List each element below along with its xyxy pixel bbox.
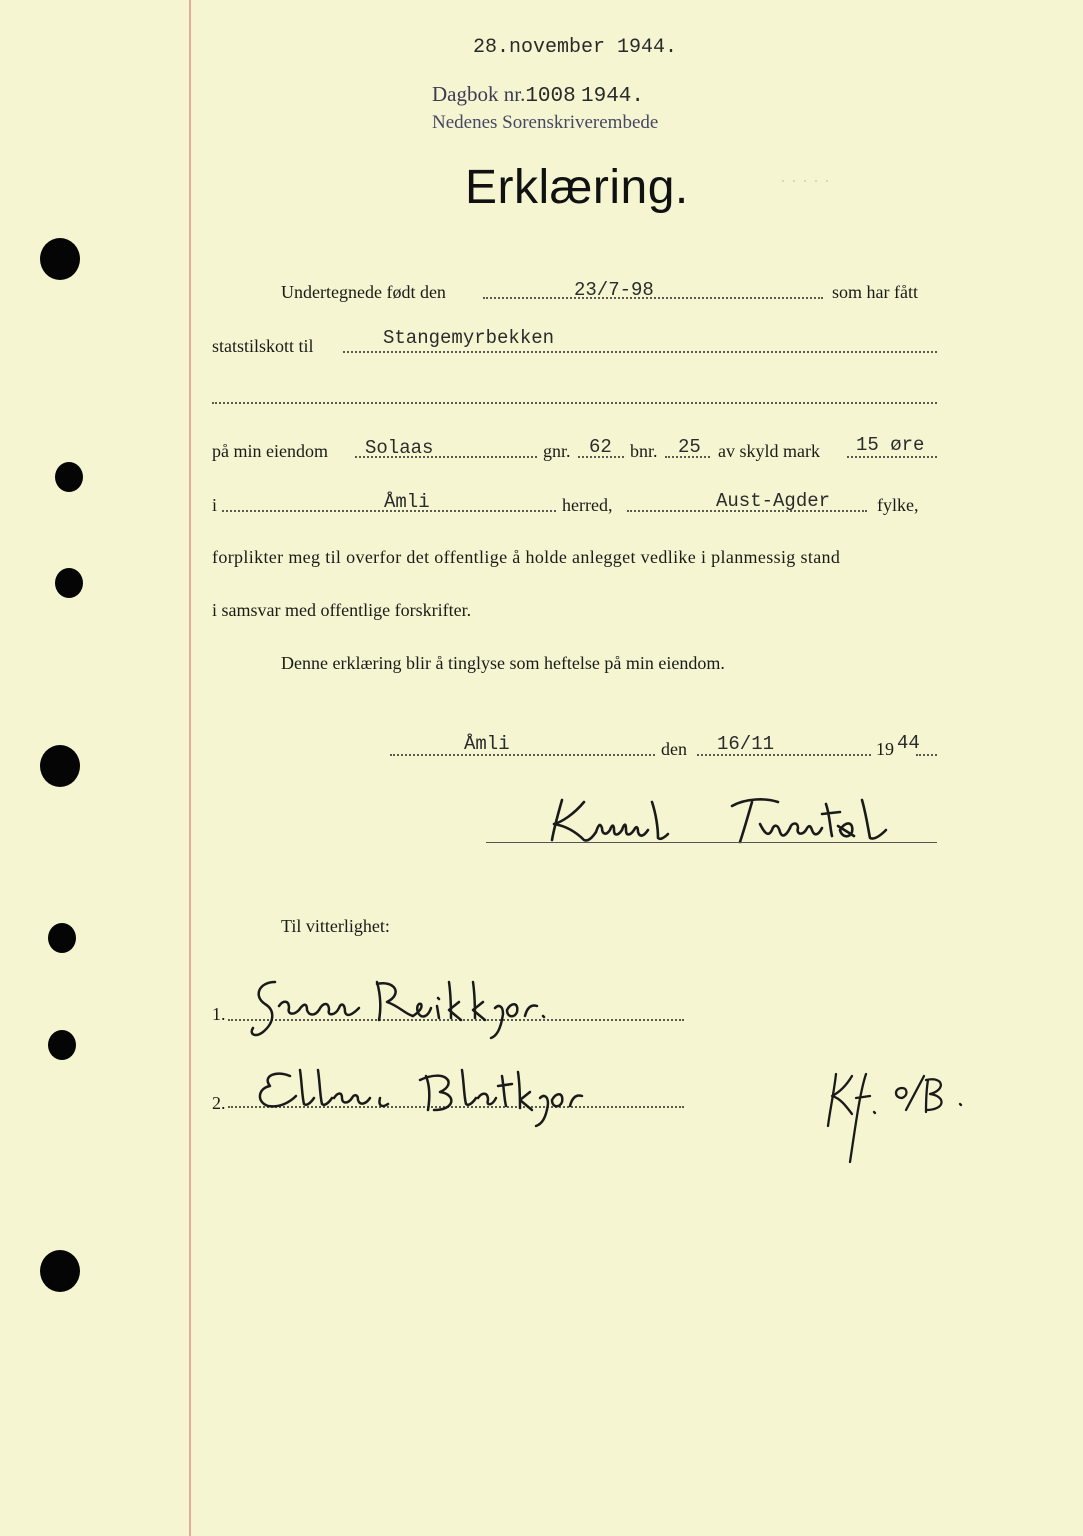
born-suffix: som har fått (832, 282, 918, 302)
registration-text: Denne erklæring blir å tinglyse som heftelse på min eiendom. (281, 653, 725, 673)
stamp-number: 1008 (525, 85, 576, 108)
grant-label: statstilskott til (212, 336, 314, 356)
red-margin-line (189, 0, 191, 1536)
date-value: 16/11 (717, 733, 775, 755)
registry-stamp-line2: Nedenes Sorenskriverembede (432, 112, 659, 133)
gnr-value: 62 (589, 436, 612, 458)
punch-hole (55, 462, 83, 492)
registry-stamp-line1 (432, 82, 644, 108)
grant-value: Stangemyrbekken (383, 327, 555, 349)
faint-bleed-through: · · · · · (780, 170, 830, 190)
witness-label: Til vitterlighet: (281, 916, 390, 936)
witness-2-number: 2. (212, 1093, 226, 1113)
witness-1-number: 1. (212, 1004, 226, 1024)
witness-2-signature (250, 1062, 610, 1132)
punch-hole (40, 1250, 80, 1292)
grant-dotted-line (343, 351, 937, 353)
herred-label: herred, (562, 495, 613, 515)
year-dotted-line (916, 754, 937, 756)
punch-hole (40, 238, 80, 280)
punch-hole (48, 923, 76, 953)
bnr-label: bnr. (630, 441, 658, 461)
gnr-label: gnr. (543, 441, 571, 461)
annotation-kf-ob (822, 1062, 972, 1172)
typed-date: 28.november 1944. (473, 36, 678, 59)
property-label: på min eiendom (212, 441, 328, 461)
municipality-value: Åmli (384, 491, 430, 513)
i-label: i (212, 495, 218, 515)
den-label: den (661, 739, 687, 759)
bnr-value: 25 (678, 436, 701, 458)
obligation-text-line1: forplikter meg til overfor det offentlige å holde anlegget vedlike i planmessig stand (212, 547, 841, 567)
obligation-text-line2: i samsvar med offentlige forskrifter. (212, 600, 472, 620)
signature-knut-tverstol (540, 792, 920, 852)
place-dotted-line (390, 754, 655, 756)
property-value: Solaas (365, 437, 434, 459)
punch-hole (40, 745, 80, 787)
witness-1-signature (245, 972, 565, 1042)
fylke-label: fylke, (877, 495, 919, 515)
punch-hole (48, 1030, 76, 1060)
born-label: Undertegnede født den (281, 282, 446, 302)
year-value: 44 (897, 732, 920, 754)
skyld-value: 15 øre (856, 434, 925, 456)
stamp-year: 1944. (581, 85, 645, 108)
county-value: Aust-Agder (716, 490, 831, 512)
punch-hole (55, 568, 83, 598)
blank-dotted-line (212, 402, 937, 404)
skyld-label: av skyld mark (718, 441, 820, 461)
born-value: 23/7-98 (574, 279, 654, 301)
place-value: Åmli (464, 733, 510, 755)
signature-line (486, 842, 937, 843)
skyld-dotted-line (847, 456, 937, 458)
stamp-prefix: Dagbok nr. (432, 82, 526, 106)
year-prefix: 19 (876, 739, 894, 759)
document-title: Erklæring. (465, 161, 689, 214)
